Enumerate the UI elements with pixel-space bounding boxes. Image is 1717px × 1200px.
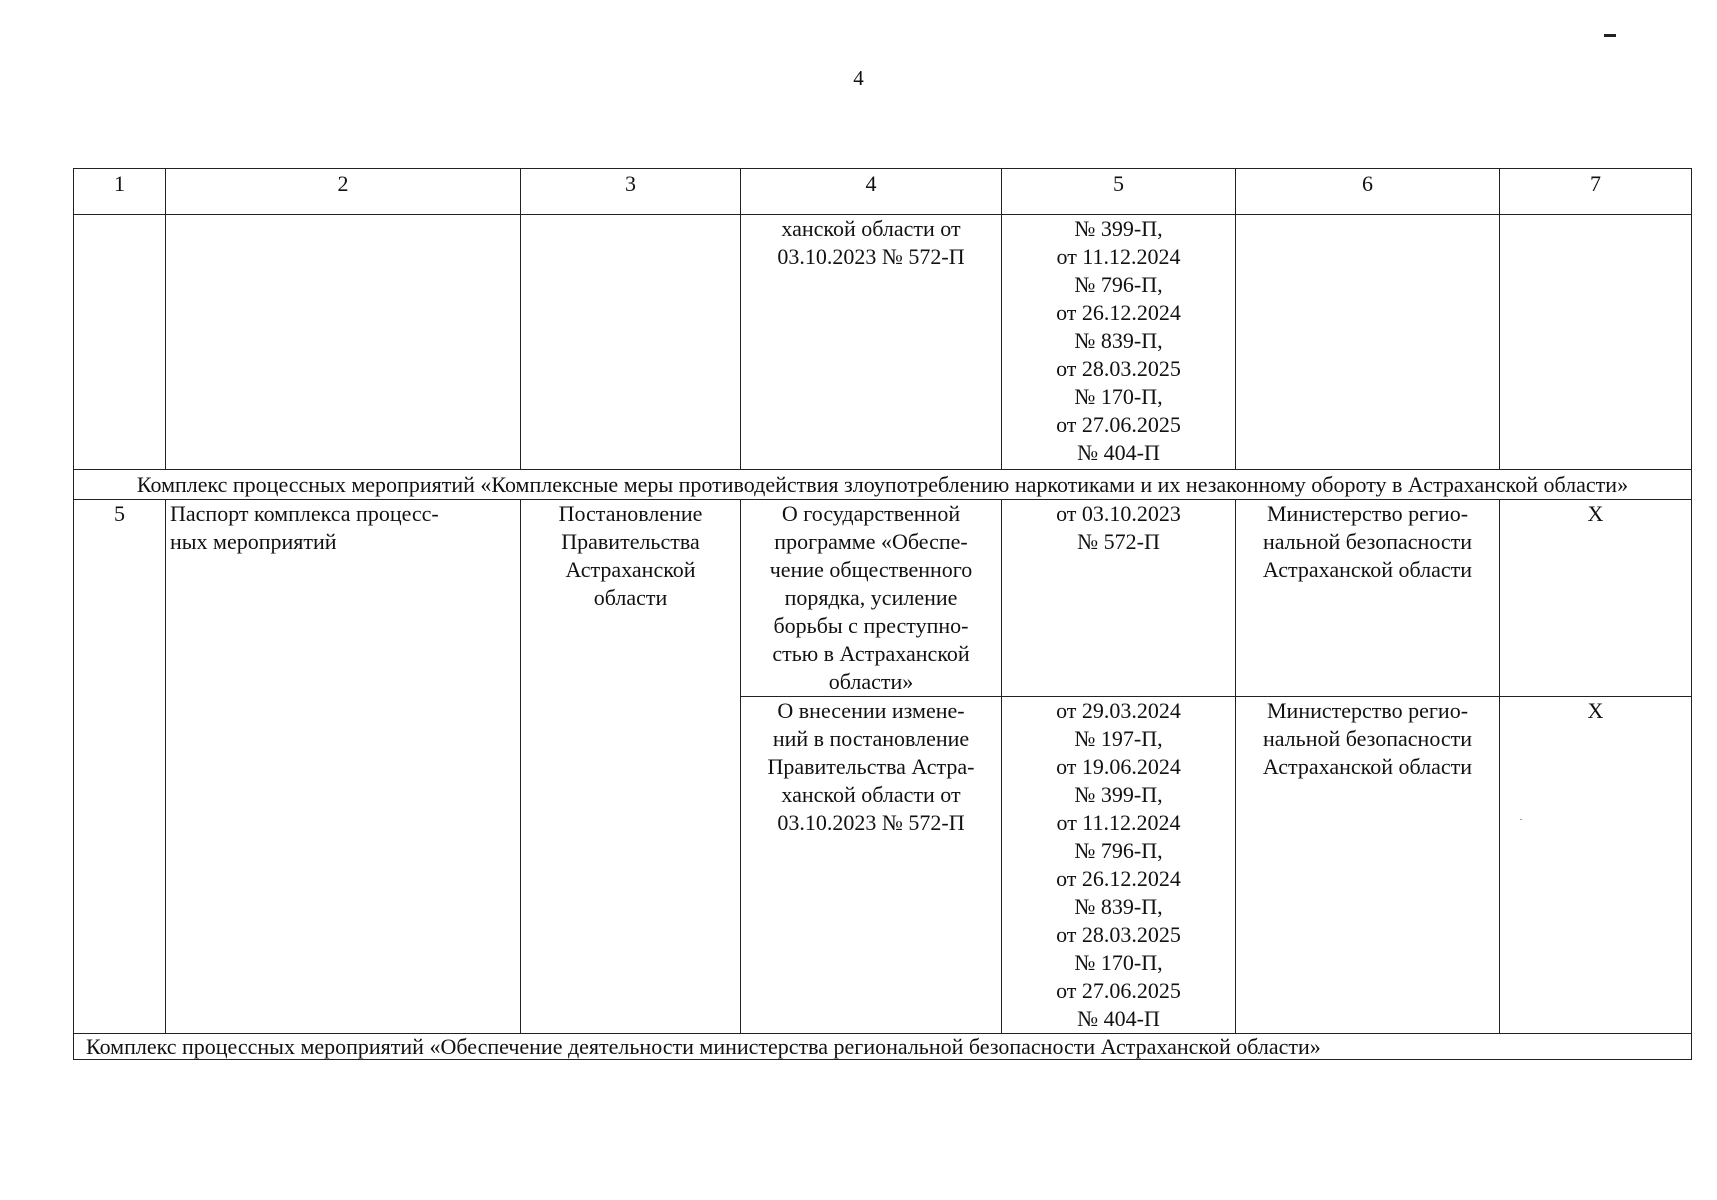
header-col-4: 4 [741,169,1002,215]
header-col-3: 3 [521,169,741,215]
table-row [74,500,1692,697]
continuation-row [74,215,1692,470]
registry-table [73,168,1692,1060]
section-row-ministry [74,1034,1692,1060]
document-type: Постановление Правительства Астраханской области [521,500,741,1034]
header-col-7: 7 [1500,169,1692,215]
section-title: Комплекс процессных мероприятий «Комплексные меры противодействия злоупотреблению наркотиками и их незаконному обороту в Астраханской области» [74,470,1692,500]
header-col-1: 1 [74,169,166,215]
section-row-narcotics [74,470,1692,500]
cont-col-2 [166,215,521,470]
section-title: Комплекс процессных мероприятий «Обеспечение деятельности министерства региональной безопасности Астраханской области» [74,1034,1692,1060]
cont-col-1 [74,215,166,470]
header-col-6: 6 [1236,169,1500,215]
responsible-body: Министерство регио- нальной безопасности Астраханской области [1236,500,1500,697]
header-col-5: 5 [1002,169,1236,215]
mark-cell: Х [1500,500,1692,697]
cont-col-5: № 399-П, от 11.12.2024 № 796-П, от 26.12.2024 № 839-П, от 28.03.2025 № 170-П, от 27.06.2025 № 404-П [1002,215,1236,470]
cont-col-3 [521,215,741,470]
document-title: О государственной программе «Обеспе- чение общественного порядка, усиление борьбы с преступно- стью в Астраханской области» [741,500,1002,697]
header-col-2: 2 [166,169,521,215]
cont-col-7 [1500,215,1692,470]
corner-mark [1604,34,1616,37]
page-number: 4 [853,66,864,90]
cont-col-4: ханской области от 03.10.2023 № 572-П [741,215,1002,470]
document-name: Паспорт комплекса процесс- ных мероприятий [166,500,521,1034]
cont-col-6 [1236,215,1500,470]
document-date-number: от 03.10.2023 № 572-П [1002,500,1236,697]
mark-cell: Х [1500,697,1692,1034]
document-title: О внесении измене- ний в постановление Правительства Астра- ханской области от 03.10.2023 № 572-П [741,697,1002,1034]
responsible-body: Министерство регио- нальной безопасности Астраханской области [1236,697,1500,1034]
row-number: 5 [74,500,166,1034]
table-header-row [74,169,1692,215]
document-date-number: от 29.03.2024 № 197-П, от 19.06.2024 № 399-П, от 11.12.2024 № 796-П, от 26.12.2024 № 839-П, от 28.03.2025 № 170-П, от 27.06.2025 № 404-П [1002,697,1236,1034]
